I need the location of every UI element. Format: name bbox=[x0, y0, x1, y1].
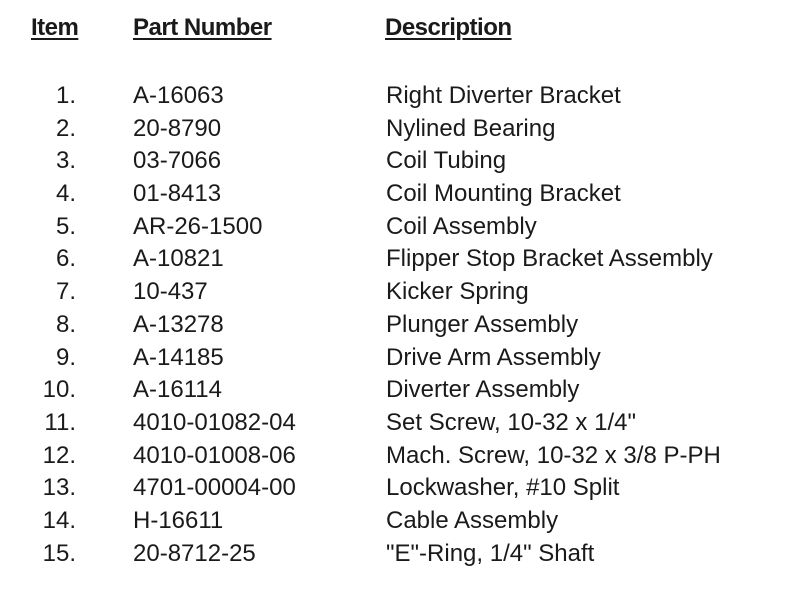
item-number: 10. bbox=[42, 376, 76, 404]
table-row bbox=[0, 440, 800, 473]
part-description: Drive Arm Assembly bbox=[386, 343, 601, 371]
part-description: Flipper Stop Bracket Assembly bbox=[386, 245, 713, 273]
part-description: "E"-Ring, 1/4" Shaft bbox=[386, 539, 595, 567]
table-row bbox=[0, 407, 800, 440]
item-number: 15. bbox=[42, 539, 76, 567]
part-number: A-16114 bbox=[133, 376, 222, 404]
item-number: 12. bbox=[42, 441, 76, 469]
part-description: Diverter Assembly bbox=[386, 376, 580, 404]
table-row bbox=[0, 472, 800, 505]
part-description: Nylined Bearing bbox=[386, 114, 556, 142]
part-description: Set Screw, 10-32 x 1/4" bbox=[386, 408, 636, 436]
part-number: A-16063 bbox=[133, 82, 224, 109]
part-description: Coil Assembly bbox=[386, 212, 537, 240]
table-row bbox=[0, 211, 800, 244]
part-description: Plunger Assembly bbox=[386, 310, 579, 338]
table-row bbox=[0, 178, 800, 211]
item-number: 3. bbox=[55, 147, 76, 175]
part-number: 4701-00004-00 bbox=[133, 474, 296, 502]
table-row bbox=[0, 374, 800, 407]
part-description: Coil Tubing bbox=[386, 147, 507, 175]
part-description: Coil Mounting Bracket bbox=[386, 180, 621, 208]
part-number: A-10821 bbox=[133, 245, 224, 273]
table-row bbox=[0, 80, 800, 113]
part-number: H-16611 bbox=[133, 506, 224, 534]
part-description: Cable Assembly bbox=[386, 506, 559, 534]
table-row bbox=[0, 309, 800, 342]
item-number: 8. bbox=[55, 310, 76, 338]
item-number: 11. bbox=[44, 408, 76, 436]
item-number: 9. bbox=[55, 343, 76, 371]
header-part-number: Part Number bbox=[133, 14, 272, 41]
part-number: 4010-01082-04 bbox=[133, 408, 296, 436]
table-body bbox=[0, 80, 800, 570]
item-number: 14. bbox=[42, 506, 76, 534]
header-description: Description bbox=[385, 14, 512, 41]
table-row bbox=[0, 113, 800, 146]
table-row bbox=[0, 243, 800, 276]
table-row bbox=[0, 342, 800, 375]
header-item: Item bbox=[31, 14, 79, 41]
part-number: A-13278 bbox=[133, 310, 224, 338]
item-number: 5. bbox=[55, 212, 76, 240]
table-row bbox=[0, 505, 800, 538]
part-number: 20-8790 bbox=[133, 114, 222, 142]
part-description: Right Diverter Bracket bbox=[386, 82, 621, 109]
part-number: 20-8712-25 bbox=[133, 539, 256, 567]
table-row bbox=[0, 276, 800, 309]
part-number: AR-26-1500 bbox=[133, 212, 263, 240]
item-number: 2. bbox=[55, 114, 76, 142]
part-description: Lockwasher, #10 Split bbox=[386, 474, 620, 502]
part-number: A-14185 bbox=[133, 343, 224, 371]
item-number: 6. bbox=[55, 245, 76, 273]
part-description: Mach. Screw, 10-32 x 3/8 P-PH bbox=[386, 441, 721, 469]
item-number: 1. bbox=[55, 82, 76, 109]
table-row bbox=[0, 145, 800, 178]
table-row bbox=[0, 538, 800, 571]
part-number: 01-8413 bbox=[133, 180, 222, 208]
part-number: 4010-01008-06 bbox=[133, 441, 296, 469]
item-number: 4. bbox=[55, 180, 76, 208]
table-header-row bbox=[0, 14, 800, 48]
item-number: 7. bbox=[55, 278, 76, 306]
part-description: Kicker Spring bbox=[386, 278, 529, 306]
part-number: 10-437 bbox=[133, 278, 208, 306]
item-number: 13. bbox=[42, 474, 76, 502]
part-number: 03-7066 bbox=[133, 147, 222, 175]
